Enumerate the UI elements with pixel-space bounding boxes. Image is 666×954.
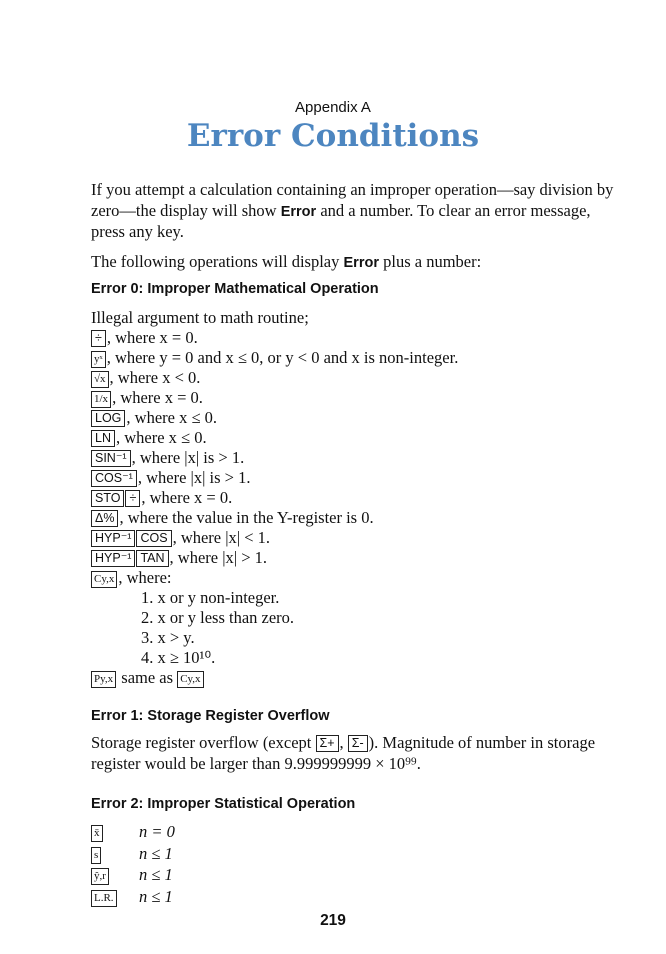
- calculator-key: HYP⁻¹: [91, 550, 135, 567]
- error-word: Error: [280, 203, 317, 220]
- error0-item: [91, 548, 616, 568]
- error0-heading: Error 0: Improper Mathematical Operation: [91, 281, 379, 297]
- calculator-key: COS⁻¹: [91, 470, 137, 487]
- page-number: 219: [320, 912, 346, 929]
- error0-item: [91, 328, 616, 348]
- condition-text: , where x = 0.: [112, 388, 203, 407]
- calculator-key: ÷: [91, 330, 106, 347]
- intro-paragraph-1: If you attempt a calculation containing an improper operation—say division by zero—the display will show Error and a number. To clear an error message, press any key.: [91, 180, 614, 241]
- key-pyx: Py,x: [91, 671, 116, 688]
- error0-item: [91, 528, 616, 548]
- stat-condition-row: [91, 844, 175, 866]
- intro-section: [91, 180, 616, 282]
- error0-sublist: [91, 588, 616, 668]
- key-cyx: Cy,x: [177, 671, 203, 688]
- error0-item: [91, 508, 616, 528]
- error0-item: [91, 368, 616, 388]
- error0-item: [91, 488, 616, 508]
- calculator-key: LN: [91, 430, 115, 447]
- calculator-key: HYP⁻¹: [91, 530, 135, 547]
- error0-section: [91, 308, 616, 688]
- calculator-key: Δ%: [91, 510, 118, 527]
- sublist-item: 3. x > y.: [141, 628, 195, 647]
- error1-heading: Error 1: Storage Register Overflow: [91, 708, 330, 724]
- stat-condition: n ≤ 1: [139, 886, 173, 906]
- sublist-item: 4. x ≥ 10¹⁰.: [141, 648, 216, 667]
- calculator-key: s: [91, 847, 101, 864]
- error0-list: [91, 328, 616, 588]
- calculator-key: yˣ: [91, 351, 106, 368]
- condition-text: , where:: [118, 568, 172, 587]
- calculator-key: 1/x: [91, 391, 111, 408]
- calculator-key: L.R.: [91, 890, 117, 907]
- error0-item: [91, 448, 616, 468]
- error0-last-line: Py,x same as Cy,x: [91, 668, 616, 688]
- error0-item: [91, 388, 616, 408]
- error0-lead: Illegal argument to math routine;: [91, 308, 309, 327]
- calculator-key: STO: [91, 490, 124, 507]
- key-sigma-minus: Σ-: [348, 735, 368, 752]
- calculator-key: LOG: [91, 410, 125, 427]
- intro-paragraph-2: The following operations will display Error plus a number:: [91, 251, 482, 271]
- error0-item: [91, 468, 616, 488]
- calculator-key: SIN⁻¹: [91, 450, 131, 467]
- key-sigma-plus: Σ+: [316, 735, 339, 752]
- calculator-key: Cy,x: [91, 571, 117, 588]
- error0-item: [91, 428, 616, 448]
- error-word: Error: [343, 254, 379, 271]
- appendix-label: Appendix A: [295, 99, 371, 116]
- calculator-key: ÷: [125, 490, 140, 507]
- sublist-item: 2. x or y less than zero.: [141, 608, 295, 627]
- error2-list: [91, 822, 175, 908]
- condition-text: , where y = 0 and x ≤ 0, or y < 0 and x is non-integer.: [106, 348, 459, 367]
- condition-text: , where x < 0.: [109, 368, 201, 387]
- condition-text: , where x = 0.: [141, 488, 233, 507]
- condition-text: , where |x| < 1.: [172, 528, 271, 547]
- calculator-key: √x: [91, 371, 109, 388]
- error0-item: [91, 408, 616, 428]
- calculator-key: TAN: [136, 550, 168, 567]
- calculator-key: ŷ,r: [91, 868, 109, 885]
- condition-text: , where x = 0.: [106, 328, 198, 347]
- condition-text: , where x ≤ 0.: [126, 408, 218, 427]
- error1-text: Storage register overflow (except Σ+ , Σ- ). Magnitude of number in storage register would be larger than 9.999999999 × 10⁹⁹.: [91, 733, 596, 773]
- stat-condition: n ≤ 1: [139, 843, 173, 863]
- condition-text: , where x ≤ 0.: [115, 428, 207, 447]
- condition-text: , where |x| is > 1.: [131, 448, 245, 467]
- calculator-key: COS: [136, 530, 171, 547]
- stat-condition-row: [91, 887, 175, 909]
- page-title: Error Conditions: [186, 118, 480, 154]
- stat-condition: n ≤ 1: [139, 865, 173, 884]
- stat-condition: n = 0: [139, 822, 175, 841]
- condition-text: , where |x| is > 1.: [137, 468, 251, 487]
- sublist-item: 1. x or y non-integer.: [141, 588, 280, 607]
- stat-condition-row: [91, 822, 175, 844]
- error0-item: [91, 348, 616, 368]
- condition-text: , where the value in the Y-register is 0.: [119, 508, 374, 527]
- stat-condition-row: [91, 865, 175, 887]
- error0-item: [91, 568, 616, 588]
- calculator-key: x̄: [91, 825, 103, 842]
- error2-heading: Error 2: Improper Statistical Operation: [91, 796, 356, 812]
- condition-text: , where |x| > 1.: [169, 548, 268, 567]
